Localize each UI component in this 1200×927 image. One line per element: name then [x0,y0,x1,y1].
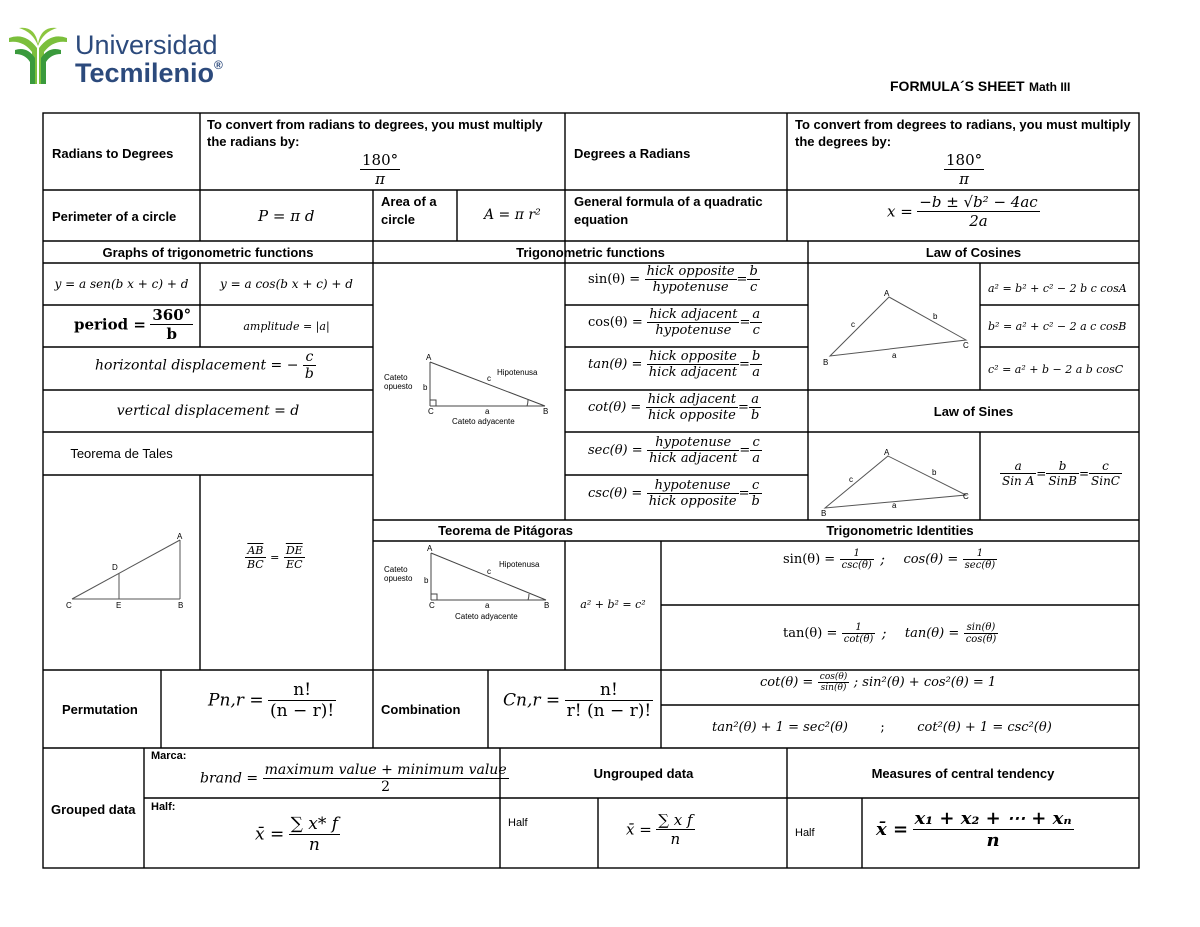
area-formula: A = π r² [484,207,541,223]
trig-function-row [588,435,762,466]
combination-formula [503,680,653,721]
amplitude-formula: amplitude = |a| [243,320,330,333]
sines-c: c [1089,459,1122,474]
ungrouped-mean-den: n [670,830,681,848]
pitagoras-cateto-opuesto: Cateto opuesto [384,565,413,583]
sines-equals-2: = [1078,466,1090,481]
trig-cateto-opuesto: Cateto opuesto [384,373,413,391]
identities-header: Trigonometric Identities [826,523,974,538]
deg-factor-numerator: 180° [946,151,983,169]
tales-point-c: C [66,601,72,610]
identity-5-den: sin(θ) [820,683,847,693]
permutation-lhs: Pn,r = [208,690,264,711]
pitagoras-vertex-b: B [544,601,550,610]
trig-side-c: c [487,374,491,383]
trig-fn-eq: = [739,314,751,330]
pitagoras-hipotenusa: Hipotenusa [499,560,540,569]
trig-fn-num2: a [749,392,761,408]
cosines-vertex-a: A [884,289,890,298]
sines-side-a: a [892,501,897,510]
trig-fn-den2: a [752,450,761,466]
period-numerator: 360° [152,306,192,324]
tales-point-b: B [178,601,184,610]
central-mean-formula [876,808,1074,851]
identity-3-num: 1 [842,622,875,634]
grouped-mean-formula [255,814,340,855]
area-label: Area of a circle [381,194,437,227]
combination-num: n! [565,680,654,701]
trig-fn-den2: c [749,280,758,295]
quadratic-numerator: −b ± √b² − 4ac [919,193,1038,211]
cosines-side-c: c [851,320,855,329]
trig-fn-lhs: cos(θ) = [588,314,643,330]
quadratic-formula [887,193,1040,230]
law-of-sines-header: Law of Sines [933,404,1014,419]
sines-sin-b: SinB [1048,474,1077,488]
brand-den: 2 [381,779,391,795]
permutation-num: n! [268,680,336,701]
trig-function-row [588,264,760,295]
central-mean-den: n [986,830,1000,851]
identity-sep-2: ; [881,625,887,642]
tales-den-2: EC [286,558,303,571]
perimeter-label: Perimeter of a circle [52,209,177,224]
period-lhs: period = [74,315,146,334]
perimeter-formula: P = π d [258,207,315,225]
central-mean-num: x₁ + x₂ + ⋯ + xₙ [914,808,1072,829]
sine-graph-form: y = a sen(b x + c) + d [54,277,189,291]
combination-label: Combination [381,702,461,717]
trig-fn-lhs: sec(θ) = [588,442,643,458]
identity-3-den: cot(θ) [843,634,874,645]
ungrouped-mean-num: ∑ x f [658,811,693,829]
trig-fn-num: hypotenuse [647,435,739,451]
identity-4-num: sin(θ) [964,622,999,634]
sines-vertex-c: C [963,492,969,501]
sines-b: b [1046,459,1079,474]
trig-fn-lhs: tan(θ) = [588,357,643,373]
tales-header: Teorema de Tales [70,446,173,461]
grouped-mean-den: n [308,835,320,855]
identity-2-den: sec(θ) [964,560,996,571]
quadratic-lhs: x = [887,202,913,221]
cosines-vertex-c: C [963,341,969,350]
trig-fn-num: hick adjacent [649,306,738,322]
page-title: FORMULA´S SHEET [890,78,1025,94]
trig-fn-num2: b [751,349,761,365]
grouped-data-label: Grouped data [51,802,136,817]
identity-sep-1: ; [880,551,885,568]
deg-factor-denominator: π [959,170,969,188]
grouped-marca-label: Marca: [151,750,187,762]
trig-fn-eq: = [738,400,749,416]
cosines-vertex-b: B [823,358,829,367]
combination-den: r! (n − r)! [566,701,652,721]
identity-cot-pythagorean [760,672,996,693]
trig-fn-lhs: csc(θ) = [588,485,643,501]
permutation-label: Permutation [62,702,138,717]
law-of-sines-formula [1000,459,1122,488]
pitagoras-header: Teorema de Pitágoras [438,523,573,538]
tales-equals: = [270,551,280,564]
logo-line2: Tecmilenio [75,58,215,88]
identity-2-lhs: cos(θ) = [903,552,959,567]
sines-sin-c: SinC [1091,474,1120,488]
cosines-side-b: b [933,312,938,321]
tales-point-e: E [116,601,122,610]
trig-fn-eq: = [738,485,750,501]
tales-den-1: BC [247,558,264,571]
rad-factor-numerator: 180° [362,151,399,169]
horizontal-displacement-formula [95,349,316,382]
trig-fn-num: hypotenuse [647,478,739,494]
identity-5-rest: ; sin²(θ) + cos²(θ) = 1 [853,675,997,690]
period-denominator: b [166,325,178,343]
brand-lhs: brand = [200,770,259,787]
tales-formula [245,544,305,571]
trig-fn-den: hypotenuse [652,280,729,295]
hd-denominator: b [304,366,314,382]
radians-to-degrees-text: To convert from radians to degrees, you must multiply the radians by: [207,117,543,149]
vertical-displacement-formula: vertical displacement = d [116,403,300,419]
trig-fn-den: hick opposite [647,408,736,424]
identity-5-num: cos(θ) [819,672,848,682]
grouped-brand-formula [200,762,509,795]
trig-fn-num2: a [752,306,761,322]
sines-side-b: b [932,468,937,477]
tales-point-d: D [112,563,118,572]
central-tendency-label: Measures of central tendency [871,766,1055,781]
trig-functions-header: Trigonometric functions [516,245,665,260]
pitagoras-formula: a² + b² = c² [580,598,646,611]
identity-1-lhs: sin(θ) = [783,552,836,567]
grouped-mean-num: ∑ x* f [290,814,339,834]
trig-function-row [588,478,762,509]
permutation-den: (n − r)! [270,701,335,721]
trig-fn-den2: c [752,322,760,338]
logo-registered: ® [214,58,223,72]
permutation-formula [208,680,336,721]
trig-vertex-b: B [543,407,549,416]
sines-vertex-b: B [821,509,827,518]
trig-fn-num2: b [749,264,758,279]
trig-fn-den: hick opposite [648,493,737,509]
trig-fn-num2: c [750,435,762,451]
trig-fn-den: hick adjacent [649,450,738,466]
identity-6: tan²(θ) + 1 = sec²(θ) [712,720,848,735]
cosine-law-b: b² = a² + c² − 2 a c cosB [988,320,1127,333]
grouped-mean-lhs: x̄ = [255,824,285,845]
cosines-side-a: a [892,351,897,360]
trig-vertex-c: C [428,407,434,416]
cosine-graph-form: y = a cos(b x + c) + d [220,277,353,291]
tales-num-2: $\overline{DE}$ [285,544,303,557]
identity-4-den: cos(θ) [965,634,997,645]
rad-factor-denominator: π [375,170,385,188]
trig-fn-den: hick adjacent [648,365,738,381]
cosine-law-c: c² = a² + b − 2 a b cosC [988,363,1124,376]
graphs-header: Graphs of trigonometric functions [102,245,314,260]
ungrouped-mean-formula [626,811,695,848]
pitagoras-side-a: a [485,601,490,610]
degrees-to-radians-label: Degrees a Radians [574,146,691,161]
horizontal-displacement-lhs: horizontal displacement = − [95,357,299,374]
identity-4-lhs: tan(θ) = [904,626,960,641]
identity-2-num: 1 [963,548,997,560]
combination-lhs: Cn,r = [503,690,561,711]
radians-to-degrees-label: Radians to Degrees [52,146,174,161]
trig-fn-den2: a [752,365,760,381]
quadratic-denominator: 2a [969,212,988,230]
trig-fn-lhs: sin(θ) = [588,272,641,287]
trig-fn-den2: b [750,408,760,424]
trig-fn-num: hick adjacent [647,392,737,408]
pitagoras-cateto-adyacente: Cateto adyacente [455,612,518,621]
radians-to-degrees-factor [360,151,400,188]
pitagoras-vertex-c: C [429,601,435,610]
trig-side-b: b [423,383,428,392]
trig-fn-den: hypotenuse [655,322,732,338]
identity-1-den: csc(θ) [841,560,872,571]
identity-reciprocal-sin-cos [783,548,997,571]
trig-vertex-a: A [426,353,432,362]
tales-point-a: A [177,532,183,541]
identity-sep-3: ; [880,720,885,735]
pitagoras-vertex-a: A [427,544,433,553]
identity-reciprocal-tan [783,622,998,645]
sines-a: a [1000,459,1036,474]
logo-line1: Universidad [75,30,218,60]
period-formula [74,306,193,343]
sines-equals-1: = [1036,466,1047,481]
trig-hipotenusa: Hipotenusa [497,368,538,377]
ungrouped-mean-lhs: x̄ = [626,820,652,839]
central-mean-lhs: x̄ = [876,819,909,840]
trig-fn-eq: = [739,442,751,458]
identity-pythagorean-tan-cot [712,718,1052,736]
pitagoras-side-c: c [487,567,491,576]
trig-fn-eq: = [736,272,748,287]
sines-side-c: c [849,475,853,484]
sines-vertex-a: A [884,448,890,457]
central-half-label: Half [795,827,815,839]
cosine-law-a: a² = b² + c² − 2 b c cosA [988,282,1127,295]
degrees-to-radians-text: To convert from degrees to radians, you must multiply the degrees by: [795,117,1131,149]
quadratic-label: General formula of a quadratic equation [574,194,763,227]
trig-fn-den2: b [751,493,760,509]
trig-function-row [588,349,762,380]
ungrouped-data-label: Ungrouped data [593,766,694,781]
ungrouped-half-label: Half [508,817,528,829]
tales-num-1: $\overline{AB}$ [245,544,266,558]
degrees-to-radians-factor [944,151,984,188]
trig-cateto-adyacente: Cateto adyacente [452,417,515,426]
identity-1-num: 1 [840,548,874,560]
trig-fn-eq: = [739,357,750,373]
grouped-half-label: Half: [151,801,176,813]
page-subtitle: Math III [1029,80,1071,94]
trig-fn-num: hick opposite [647,349,739,365]
trig-function-row [588,307,762,338]
trig-fn-lhs: cot(θ) = [588,400,642,416]
hd-numerator: c [303,349,316,366]
trig-function-row [588,392,761,423]
trig-fn-num2: c [749,478,761,494]
trig-side-a: a [485,407,490,416]
sines-sin-a: Sin A [1002,474,1035,488]
law-of-cosines-header: Law of Cosines [925,245,1022,260]
identity-3-lhs: tan(θ) = [783,626,838,641]
trig-fn-num: hick opposite [646,264,735,279]
pitagoras-side-b: b [424,576,429,585]
identity-7: cot²(θ) + 1 = csc²(θ) [917,720,1052,735]
brand-num: maximum value + minimum value [264,762,507,778]
identity-5-lhs: cot(θ) = [760,675,814,690]
